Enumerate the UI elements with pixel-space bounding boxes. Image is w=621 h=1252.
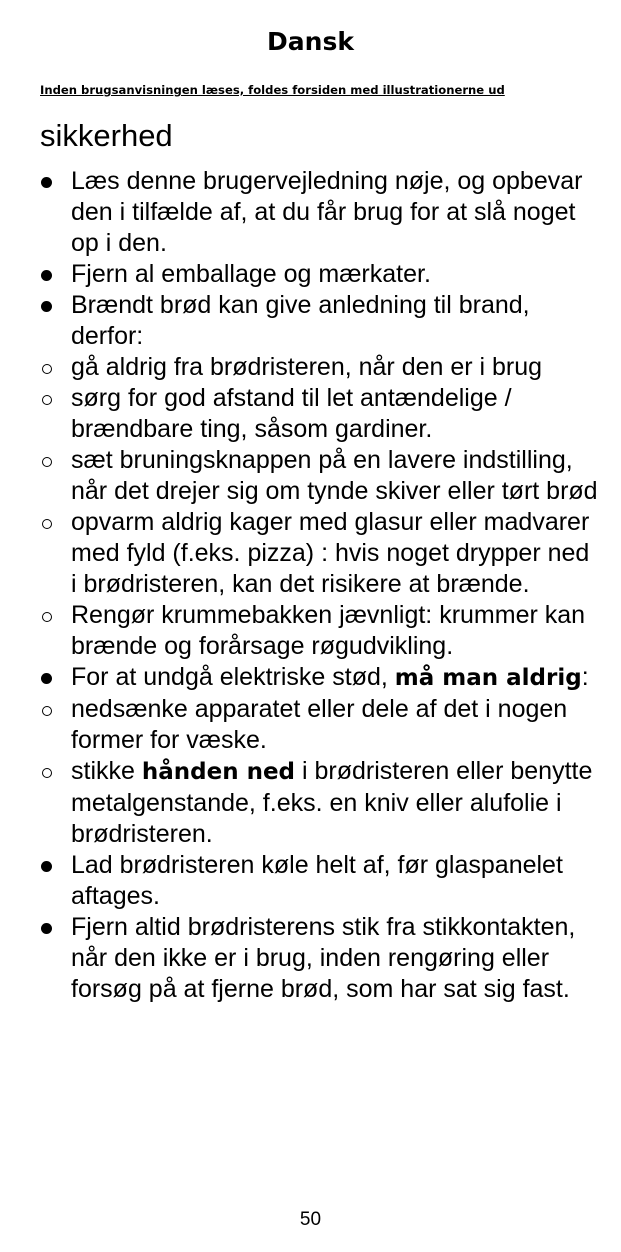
language-title: Dansk [267,27,354,56]
item-text: Læs denne brugervejledning nøje, og opbevar den i tilfælde af, at du får brug for at slå noget op i den. [71,167,583,257]
list-item [40,507,600,600]
item-text-after: : [581,663,589,691]
list-item [40,259,600,290]
item-text: Brændt brød kan give anledning til brand, derfor: [71,291,530,350]
hollow-bullet-icon [40,445,60,476]
list-item [40,352,600,383]
item-text: stikke [71,757,142,785]
filled-bullet-icon [40,662,60,693]
item-text: Fjern altid brødristerens stik fra stikkontakten, når den ikke er i brug, inden rengøring eller forsøg på at fjerne brød, som har sat sig fast. [71,913,576,1003]
list-item [40,850,600,912]
hollow-bullet-icon [40,600,60,631]
filled-bullet-icon [40,912,60,943]
hollow-bullet-icon [40,383,60,414]
list-item [40,445,600,507]
hollow-bullet-icon [40,507,60,538]
item-text: nedsænke apparatet eller dele af det i nogen former for væske. [71,695,568,754]
fold-out-instruction: Inden brugsanvisningen læses, foldes forsiden med illustrationerne ud [40,83,505,97]
item-text: sørg for god afstand til let antændelige / brændbare ting, såsom gardiner. [71,384,512,443]
section-title: sikkerhed [40,118,173,153]
list-item [40,166,600,259]
safety-list [40,166,600,1005]
item-text: Rengør krummebakken jævnligt: krummer kan brænde og forårsage røgudvikling. [71,601,586,660]
list-item [40,756,600,850]
list-item [40,694,600,756]
item-text: opvarm aldrig kager med glasur eller madvarer med fyld (f.eks. pizza) : hvis noget drypper ned i brødristeren, kan det risikere at brænde. [71,508,590,598]
list-item [40,383,600,445]
item-emphasis: må man aldrig [394,665,582,691]
filled-bullet-icon [40,850,60,881]
hollow-bullet-icon [40,352,60,383]
list-item [40,290,600,352]
hollow-bullet-icon [40,756,60,787]
filled-bullet-icon [40,290,60,321]
item-emphasis: hånden ned [141,759,296,785]
item-text: Lad brødristeren køle helt af, før glaspanelet aftages. [71,851,563,910]
hollow-bullet-icon [40,694,60,725]
item-text: sæt bruningsknappen på en lavere indstilling, når det drejer sig om tynde skiver eller tørt brød [71,446,598,505]
list-item [40,912,600,1005]
item-text: Fjern al emballage og mærkater. [71,260,431,288]
list-item [40,600,600,662]
page-number: 50 [299,1209,322,1230]
filled-bullet-icon [40,259,60,290]
item-text: For at undgå elektriske stød, [71,663,395,691]
item-text: gå aldrig fra brødristeren, når den er i brug [71,353,543,381]
list-item [40,662,600,694]
filled-bullet-icon [40,166,60,197]
item-text-after: i brødristeren eller benytte metalgenstande, f.eks. en kniv eller alufolie i brødristeren. [71,757,593,848]
